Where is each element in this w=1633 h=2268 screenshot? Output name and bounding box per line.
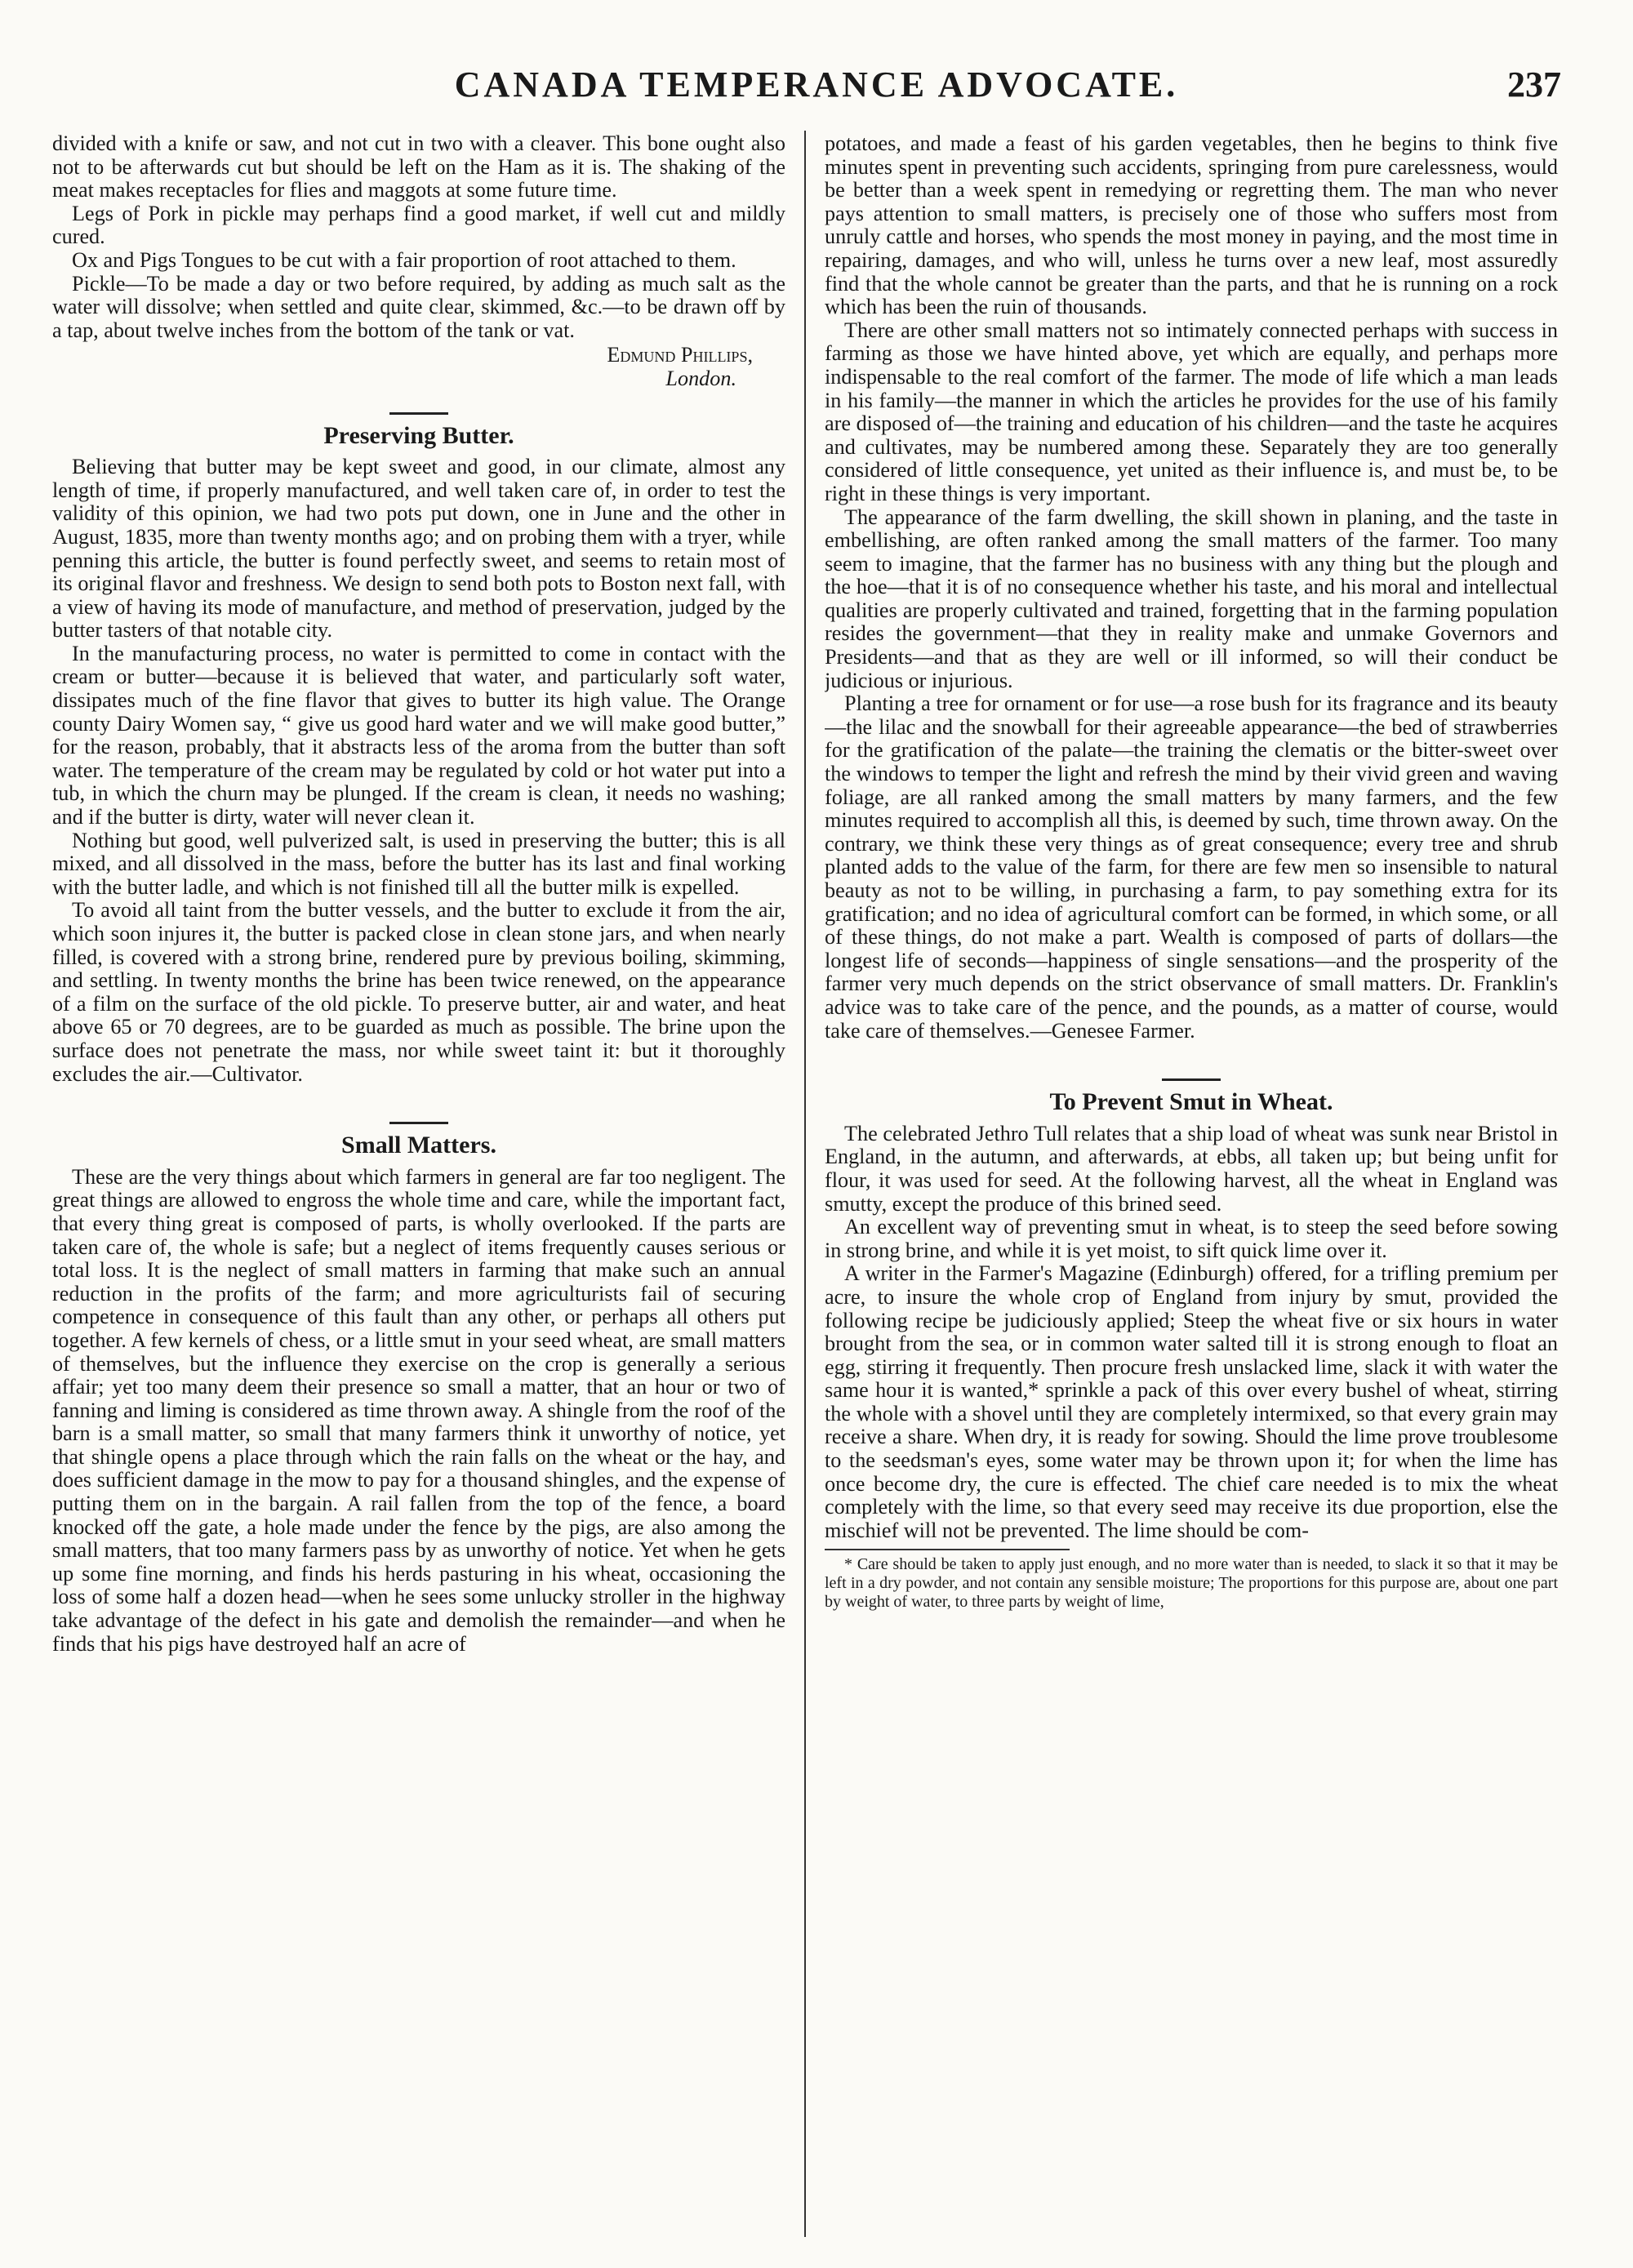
column-divider [804,131,806,2237]
article-paragraph: Believing that butter may be kept sweet and good, in our climate, almost any length of time, if properly manufactured, and well taken care of, in order to test the validity of this opinion, we had two pots put down, one in June and the other in August, 1835, more than twenty months ago; and on probing them with a tryer, while penning this article, the butter is found perfectly sweet, and seems to retain most of its original flavor and freshness. We design to send both pots to Boston next fall, with a view of having its mode of manufacture, and method of preservation, judged by the butter tasters of that notable city. [52,455,785,643]
footnote: * Care should be taken to apply just enough, and no more water than is needed, to slack it so that it may be left in a dry powder, and not contain any sensible moisture; The proportions for this purpose are, about one part by weight of water, to three parts by weight of lime, [825,1555,1558,1612]
article-paragraph: To avoid all taint from the butter vessels, and the butter to exclude it from the air, which soon injures it, the butter is packed close in clean stone jars, and when nearly filled, is covered with a strong brine, rendered pure by previous boiling, skimming, and settling. In twenty months the brine has been twice renewed, on the appearance of a film on the surface of the old pickle. To preserve butter, air and water, and heat above 65 or 70 degrees, are to be guarded as much as possible. The brine upon the surface does not penetrate the mass, nor while sweet taint it: but it thoroughly excludes the air.—Cultivator. [52,898,785,1086]
article-paragraph: In the manufacturing process, no water is permitted to come in contact with the cream or butter—because it is believed that water, and particularly soft water, dissipates much of the fine flavor that gives to butter its high value. The Orange county Dairy Women say, “ give us good hard water and we will make good butter,” for the reason, probably, that it abstracts less of the aroma from the butter than soft water. The temperature of the cream may be regulated by cold or hot water put into a tub, in which the churn may be plunged. If the cream is clean, it needs no washing; and if the butter is dirty, water will never clean it. [52,641,785,829]
running-title: CANADA TEMPERANCE ADVOCATE. [454,64,1179,105]
article-paragraph: The appearance of the farm dwelling, the skill shown in planing, and the taste in embellishing, are often ranked among the small matters of the farmer. Too many seem to imagine, that the farmer has no business with any thing but the plough and the hoe—that it is of no consequence whether his taste, and his moral and intellectual qualities are properly cultivated and trained, forgetting that in the farming population resides the government—that they in reality make and unmake Governors and Presidents—and that as they are well or ill informed, so will their conduct be judicious or injurious. [825,505,1558,692]
article-paragraph: Planting a tree for ornament or for use—a rose bush for its fragrance and its beauty—the lilac and the snowball for their agreeable appearance—the bed of strawberries for the gratification of the palate—the training the clematis or the bitter-sweet over the windows to temper the light and refresh the mind by their vivid green and waving foliage, are all ranked among the small matters by many farmers, and the few minutes required to accomplish all this, is deemed by such, time thrown away. On the contrary, we think these very things as of great consequence; every tree and shrub planted adds to the value of the farm, for there are few men so insensible to natural beauty as not to be willing, in purchasing a farm, to pay something extra for its gratification; and no idea of agricultural comfort can be formed, in which some, or all of these things, do not make a part. Wealth is composed of parts of dollars—the longest life of seconds—happiness of single sensations—and the prosperity of the farmer very much depends on the strict observance of small matters. Dr. Franklin's advice was to take care of the pence, and the pounds, as a matter of course, would take care of themselves.—Genesee Farmer. [825,692,1558,1043]
author-place: London. [665,366,736,390]
article-paragraph: Legs of Pork in pickle may perhaps find a good market, if well cut and mildly cured. [52,201,785,249]
spacer [825,1043,1558,1057]
section-title-small-matters: Small Matters. [341,1132,496,1159]
spacer [52,1086,785,1101]
article-paragraph: A writer in the Farmer's Magazine (Edinburgh) offered, for a trifling premium per acre, to insure the whole crop of England from injury by smut, provided the following recipe be judiciously applied; Steep the wheat five or six hours in water brought from the sea, or in common water salted till it is strong enough to float an egg, stirring it frequently. Then procure fresh unslacked lime, slack it with water the same hour it is wanted,* sprinkle a pack of this over every bushel of wheat, stirring the whole with a shovel until they are completely intermixed, so that every grain may receive a share. When dry, it is ready for sowing. Should the lime prove troublesome to the seedsman's eyes, some water may be thrown upon it; for when the lime has once become dry, the cure is effected. The chief care needed is to mix the wheat completely with the lime, so that every seed may receive its due proportion, else the mischief will not be prevented. The lime should be com- [825,1261,1558,1542]
right-column [825,132,1558,2222]
author-signature: Edmund Phillips, [607,343,753,367]
article-paragraph: An excellent way of preventing smut in wheat, is to steep the seed before sowing in strong brine, and while it is yet moist, to sift quick lime over it. [825,1215,1558,1262]
article-paragraph: divided with a knife or saw, and not cut in two with a cleaver. This bone ought also not to be afterwards cut but should be left on the Ham as it is. The shaking of the meat makes receptacles for flies and maggots at some future time. [52,132,785,202]
left-column [52,132,785,2222]
section-rule [1162,1078,1221,1081]
article-paragraph: Pickle—To be made a day or two before required, by adding as much salt as the water will dissolve; when settled and quite clear, skimmed, &c.—to be drawn off by a tap, about twelve inches from the bottom of the tank or vat. [52,271,785,342]
section-rule [389,412,448,415]
footnote-rule [825,1549,1070,1550]
section-title-prevent-smut: To Prevent Smut in Wheat. [1049,1088,1333,1116]
article-paragraph: There are other small matters not so intimately connected perhaps with success in farming as those we have hinted above, yet which are equally, and perhaps more indispensable to the real comfort of the farmer. The mode of life which a man leads in his family—the manner in which the articles he provides for the use of his family are disposed of—the training and education of his children—and the taste he acquires and cultivates, may be numbered among these. Separately they are too generally considered of little consequence, yet united as their influence is, and must be, to be right in these things is very important. [825,318,1558,505]
page-header [49,64,1584,121]
page-number: 237 [1507,64,1561,105]
article-paragraph: Nothing but good, well pulverized salt, is used in preserving the butter; this is all mixed, and all dissolved in the mass, before the butter has its last and final working with the butter ladle, and which is not finished till all the butter milk is expelled. [52,828,785,899]
article-paragraph: potatoes, and made a feast of his garden vegetables, then he begins to think five minutes spent in preventing such accidents, springing from pure carelessness, would be better than a week spent in remedying or regretting them. The man who never pays attention to small matters, is precisely one of those who suffers most from unruly cattle and horses, who spends the most money in paying, and the most time in repairing, damages, and who will, unless he turns over a new leaf, most assuredly find that the whole cannot be greater than the parts, and that he is running on a rock which has been the ruin of thousands. [825,132,1558,319]
section-title-preserving-butter: Preserving Butter. [323,421,514,449]
section-rule [389,1122,448,1124]
article-paragraph: Ox and Pigs Tongues to be cut with a fair proportion of root attached to them. [72,247,736,272]
article-paragraph: These are the very things about which farmers in general are far too negligent. The great things are allowed to engross the whole time and care, while the important fact, that every thing great is composed of parts, is wholly overlooked. If the parts are taken care of, the whole is safe; but a neglect of items frequently causes serious or total loss. It is the neglect of small matters in farming that make such an annual reduction in the profits of the farm; and more agriculturists fail of securing competence in consequence of this fault than any other, or perhaps all others put together. A few kernels of chess, or a little smut in your seed wheat, are small matters of themselves, but the influence they exercise on the crop is generally a serious affair; yet too many deem their presence so small a matter, that an hour or two of fanning and liming is considered as time thrown away. A shingle from the roof of the barn is a small matter, so small that many farmers think it unworthy of notice, yet that shingle opens a place through which the rain falls on the wheat or the hay, and does sufficient damage in the mow to pay for a thousand shingles, and the expense of putting them on in the bargain. A rail fallen from the top of the fence, a board knocked off the gate, a hole made under the fence by the pigs, are also among the small matters, that too many farmers pass by as unworthy of notice. Yet when he gets up some fine morning, and finds his herds pasturing in his wheat, occasioning the loss of some half a dozen head—when he sees some unlucky stroller in the highway take advantage of the defect in his gate and demolish the remainder—and when he finds that his pigs have destroyed half an acre of [52,1164,785,1656]
article-paragraph: The celebrated Jethro Tull relates that a ship load of wheat was sunk near Bristol in England, in the autumn, and afterwards, at ebbs, all taken up; but being unfit for flour, it was used for seed. At the following harvest, all the wheat in England was smutty, except the produce of this brined seed. [825,1121,1558,1216]
